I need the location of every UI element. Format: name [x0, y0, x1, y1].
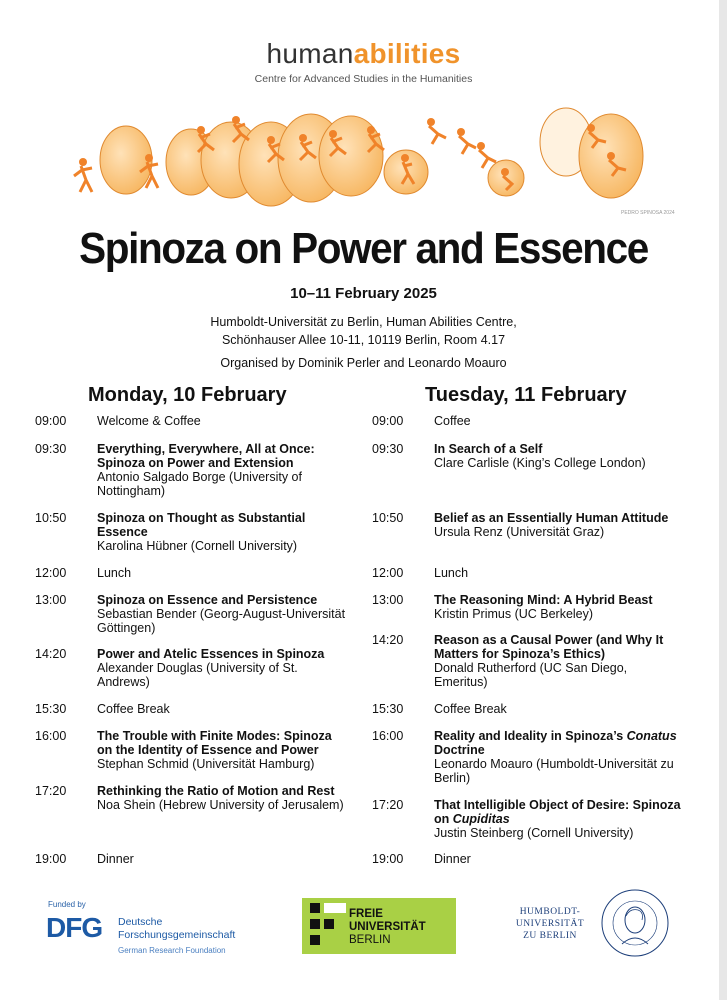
event-dates: 10–11 February 2025 [290, 285, 437, 302]
session-content [97, 414, 347, 428]
session-content [434, 414, 684, 428]
event-title: Spinoza on Power and Essence [79, 224, 648, 273]
session-title: In Search of a Self [434, 442, 543, 456]
session-speaker: Stephan Schmid (Universität Hamburg) [97, 757, 315, 771]
session-content [97, 702, 347, 716]
funded-by-label: Funded by [48, 900, 86, 909]
day-heading-monday: Monday, 10 February [88, 384, 287, 406]
session-time: 10:50 [372, 511, 404, 525]
session-content [97, 593, 347, 635]
hu-line-2: UNIVERSITÄT [515, 919, 585, 929]
session-title: Rethinking the Ratio of Motion and Rest [97, 784, 335, 798]
session-content [97, 852, 347, 866]
session-time: 15:30 [35, 702, 67, 716]
logo-part-abilities: abilities [353, 38, 461, 69]
fu-line-2: UNIVERSITÄT [349, 921, 426, 933]
session-speaker: Alexander Douglas (University of St. Andrews) [97, 661, 298, 689]
session-label: Coffee Break [434, 702, 507, 716]
hu-seal-icon [600, 888, 670, 958]
session-time: 19:00 [35, 852, 67, 866]
session-time: 14:20 [372, 633, 404, 647]
session-speaker: Antonio Salgado Borge (University of Nottingham) [97, 470, 302, 498]
session-label: Lunch [434, 566, 469, 580]
session-title: Spinoza on Thought as Substantial Essence [97, 511, 306, 539]
day-heading-tuesday: Tuesday, 11 February [425, 384, 627, 406]
session-time: 09:00 [35, 414, 67, 428]
session-label: Welcome & Coffee [97, 414, 201, 428]
session-time: 16:00 [35, 729, 67, 743]
session-speaker: Sebastian Bender (Georg-August-Universität Göttingen) [97, 607, 346, 635]
session-content [97, 566, 347, 580]
session-time: 09:00 [372, 414, 404, 428]
session-speaker: Justin Steinberg (Cornell University) [434, 826, 634, 840]
session-title: Belief as an Essentially Human Attitude [434, 511, 669, 525]
session-time: 10:50 [35, 511, 67, 525]
session-time: 09:30 [372, 442, 404, 456]
venue-line-2: Schönhauser Allee 10-11, 10119 Berlin, Room 4.17 [221, 333, 506, 347]
session-content [434, 593, 684, 621]
session-content [434, 511, 684, 539]
session-content [434, 442, 684, 470]
event-venue [0, 313, 727, 349]
session-time: 17:20 [35, 784, 67, 798]
fu-line-1: FREIE [349, 908, 383, 920]
session-title: The Trouble with Finite Modes: Spinoza on the Identity of Essence and Power [97, 729, 332, 757]
session-title: Reason as a Causal Power (and Why It Matters for Spinoza’s Ethics) [434, 633, 664, 661]
session-title: Spinoza on Essence and Persistence [97, 593, 318, 607]
session-content [97, 729, 347, 771]
logo-part-human: human [266, 38, 354, 69]
session-time: 15:30 [372, 702, 404, 716]
session-content [434, 702, 684, 716]
session-content [97, 647, 347, 689]
dfg-name [118, 916, 235, 942]
artwork-signature: PEDRO SPINOSA 2024 [621, 210, 675, 216]
session-speaker: Clare Carlisle (King’s College London) [434, 456, 646, 470]
session-time: 13:00 [35, 593, 67, 607]
session-time: 14:20 [35, 647, 67, 661]
session-speaker: Leonardo Moauro (Humboldt-Universität zu Berlin) [434, 757, 674, 785]
session-content [434, 798, 684, 840]
logo-subtitle: Centre for Advanced Studies in the Humanities [254, 73, 473, 85]
session-title: The Reasoning Mind: A Hybrid Beast [434, 593, 653, 607]
dfg-logo: DFG [46, 912, 103, 943]
session-title: Reality and Ideality in Spinoza’s Conatus Doctrine [434, 729, 677, 757]
venue-line-1: Humboldt-Universität zu Berlin, Human Abilities Centre, [210, 315, 517, 329]
session-label: Lunch [97, 566, 132, 580]
session-speaker: Ursula Renz (Universität Graz) [434, 525, 605, 539]
session-time: 09:30 [35, 442, 67, 456]
session-content [434, 633, 684, 689]
hu-line-3: ZU BERLIN [523, 931, 577, 941]
session-time: 13:00 [372, 593, 404, 607]
hu-berlin-name [505, 906, 595, 942]
session-time: 17:20 [372, 798, 404, 812]
session-speaker: Karolina Hübner (Cornell University) [97, 539, 298, 553]
humanabilities-logo [0, 38, 727, 70]
session-time: 12:00 [372, 566, 404, 580]
hu-line-1: HUMBOLDT- [519, 907, 581, 917]
session-speaker: Noa Shein (Hebrew University of Jerusalem) [97, 798, 344, 812]
fu-berlin-name [349, 908, 426, 947]
session-label: Dinner [434, 852, 471, 866]
dfg-subtitle: German Research Foundation [118, 946, 226, 955]
session-content [434, 852, 684, 866]
session-content [434, 566, 684, 580]
session-content [97, 511, 347, 553]
session-title: That Intelligible Object of Desire: Spinoza on Cupiditas [434, 798, 681, 826]
session-title: Power and Atelic Essences in Spinoza [97, 647, 325, 661]
session-time: 12:00 [35, 566, 67, 580]
dfg-name-line-2: Forschungsgemeinschaft [118, 929, 236, 941]
session-content [97, 442, 347, 498]
session-label: Coffee Break [97, 702, 170, 716]
session-time: 16:00 [372, 729, 404, 743]
session-time: 19:00 [372, 852, 404, 866]
session-speaker: Kristin Primus (UC Berkeley) [434, 607, 594, 621]
session-title: Everything, Everywhere, All at Once: Spinoza on Power and Extension [97, 442, 315, 470]
session-label: Coffee [434, 414, 471, 428]
session-content [97, 784, 347, 812]
session-label: Dinner [97, 852, 134, 866]
fu-logo-mark-icon [308, 901, 352, 951]
artwork-heads-and-runners [66, 100, 675, 220]
dfg-name-line-1: Deutsche [118, 916, 163, 928]
session-content [434, 729, 684, 785]
session-speaker: Donald Rutherford (UC San Diego, Emeritus) [434, 661, 628, 689]
fu-line-3: BERLIN [349, 934, 391, 946]
event-organisers: Organised by Dominik Perler and Leonardo Moauro [220, 356, 507, 370]
